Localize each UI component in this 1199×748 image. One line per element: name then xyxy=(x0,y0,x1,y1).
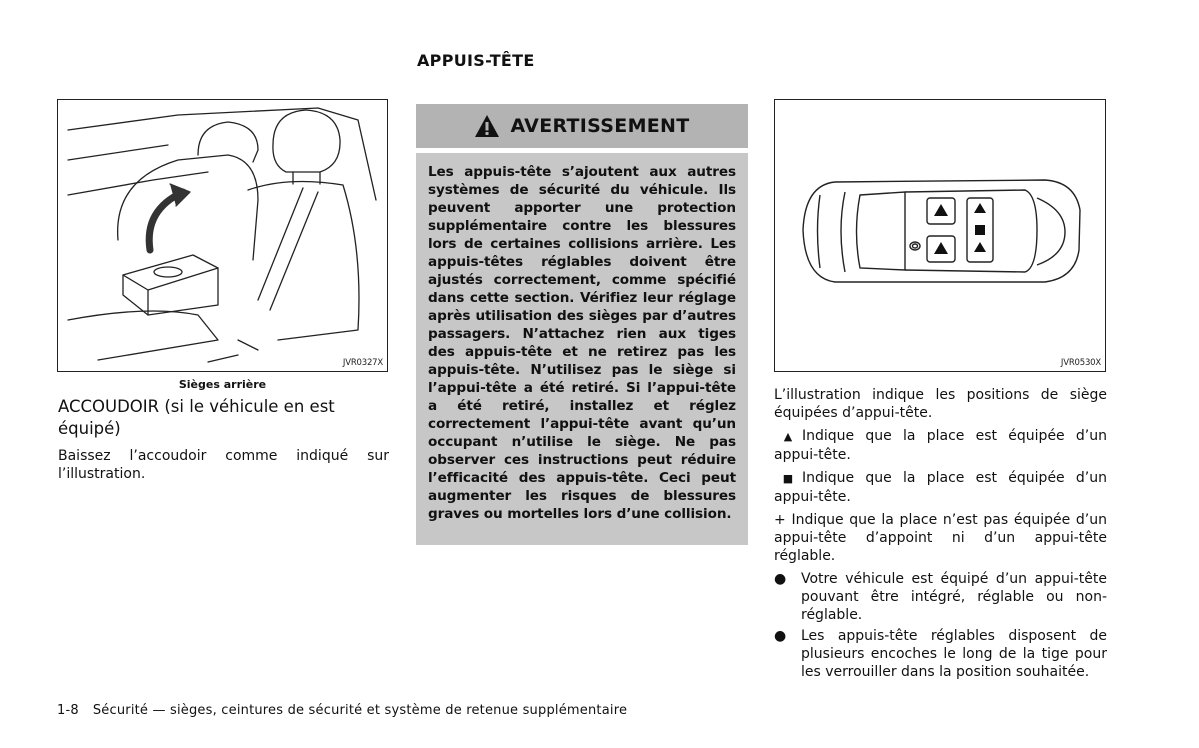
list-item xyxy=(774,627,1107,681)
bullet-icon: ● xyxy=(774,628,787,644)
bullet-icon: ● xyxy=(774,571,787,587)
list-item xyxy=(774,570,1107,624)
list-item-text: Votre véhicule est équipé d’un appui-tête pouvant être intégré, réglable ou non-réglable. xyxy=(801,571,1107,623)
plus-legend: + Indique que la place n’est pas équipée d’un appui-tête d’appoint ni d’un appui-tête réglable. xyxy=(774,512,1107,564)
warning-text: Les appuis-tête s’ajoutent aux autres systèmes de sécurité du véhicule. Ils peuvent apporter une protection supplémentaire contre les blessures lors de certaines collisions arrière. Les appuis-têtes réglables doivent être ajustés correctement, comme spécifié dans cette section. Vérifiez leur réglage après utilisation des sièges par d’autres passagers. N’attachez rien aux tiges des appuis-tête et ne retirez pas les appuis-tête. N’utilisez pas le siège si l’appui-tête a été retiré. Si l’appui-tête a été retiré, installez et réglez correctement l’appui-tête avant qu’un occupant n’utilise le siège. Ne pas observer ces instructions peut réduire l’efficacité des appuis-tête. Ceci peut augmenter les risques de blessures graves ou mortelles lors d’une collision. xyxy=(428,164,736,522)
vehicle-seat-positions-diagram xyxy=(774,99,1106,372)
page-number: 1-8 xyxy=(57,703,79,718)
armrest-heading: ACCOUDOIR (si le véhicule en est équipé) xyxy=(58,397,335,438)
armrest-body: Baissez l’accoudoir comme indiqué sur l’illustration. xyxy=(58,448,389,482)
rear-seat-armrest-illustration xyxy=(57,99,388,372)
triangle-legend-text: Indique que la place est équipée d’un appui-tête. xyxy=(774,428,1107,463)
figure-code: JVR0530X xyxy=(1060,358,1101,368)
warning-header xyxy=(416,104,748,148)
triangle-icon: ▲ xyxy=(783,430,793,443)
page-footer xyxy=(57,703,627,718)
figure-caption: Sièges arrière xyxy=(178,378,267,391)
square-icon: ■ xyxy=(782,472,794,485)
vehicle-top-view xyxy=(775,100,1104,370)
square-legend xyxy=(774,469,1107,506)
chapter-title: Sécurité — sièges, ceintures de sécurité et système de retenue supplémentaire xyxy=(92,703,628,718)
warning-title: AVERTISSEMENT xyxy=(510,115,690,137)
section-title: APPUIS-TÊTE xyxy=(417,51,535,70)
square-legend-text: Indique que la place est équipée d’un appui-tête. xyxy=(774,470,1107,505)
illustration-intro: L’illustration indique les positions de siège équipées d’appui-tête. xyxy=(774,387,1107,421)
rear-seat-drawing xyxy=(58,100,386,370)
warning-icon xyxy=(474,114,500,138)
list-item-text: Les appuis-tête réglables disposent de plusieurs encoches le long de la tige pour les verrouiller dans la position souhaitée. xyxy=(801,628,1107,680)
warning-box xyxy=(416,153,748,545)
right-column xyxy=(774,386,1107,684)
triangle-legend xyxy=(774,427,1107,464)
figure-code: JVR0327X xyxy=(342,358,383,368)
